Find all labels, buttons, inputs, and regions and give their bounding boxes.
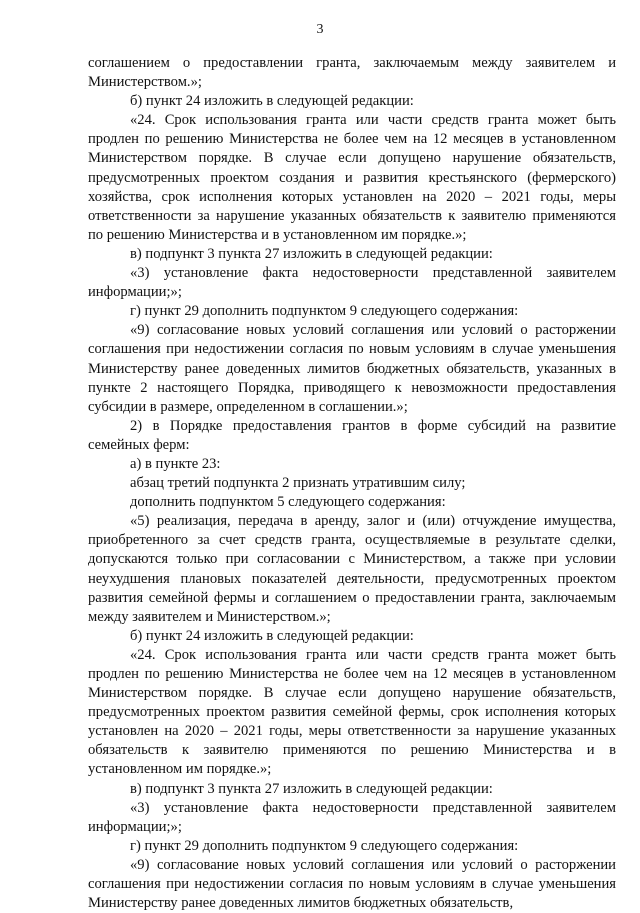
paragraph-item-v-27-second: в) подпункт 3 пункта 27 изложить в следующей редакции: xyxy=(130,780,493,797)
paragraph-item-a-23: а) в пункте 23: xyxy=(130,455,221,472)
document-body xyxy=(88,54,616,913)
paragraph-item-g-29: г) пункт 29 дополнить подпунктом 9 следующего содержания: xyxy=(130,303,519,320)
paragraph-quote-3: «3) установление факта недостоверности представленной заявителем информации;»; xyxy=(88,265,616,301)
paragraph-item-b-24-second: б) пункт 24 изложить в следующей редакции: xyxy=(130,627,414,644)
paragraph-add-sub-5: дополнить подпунктом 5 следующего содержания: xyxy=(130,494,446,511)
page-number: 3 xyxy=(316,22,324,37)
paragraph-continuation: соглашением о предоставлении гранта, заключаемым между заявителем и Министерством.»; xyxy=(88,55,616,91)
paragraph-quote-24-second: «24. Срок использования гранта или части средств гранта может быть продлен по решению Министерства не более чем на 12 месяцев в установленном Министерством порядке. В случае если допущено нарушение обязательств, предусмотренных проектом развития семейной фермы, срок исполнения которых установлен на 2020 – 2021 годы, меры ответственности за нарушение указанных обязательств к заявителю применяются по решению Министерства и в установленном им порядке.»; xyxy=(88,646,616,778)
paragraph-item-b-24: б) пункт 24 изложить в следующей редакции: xyxy=(130,93,414,110)
paragraph-section-2: 2) в Порядке предоставления грантов в форме субсидий на развитие семейных ферм: xyxy=(88,417,616,453)
paragraph-quote-9: «9) согласование новых условий соглашения или условий о расторжении соглашения при недостижении согласия по новым условиям в случае уменьшения Министерству ранее доведенных лимитов бюджетных обязательств, указанных в пункте 2 настоящего Порядка, приводящего к невозможности предоставления субсидии в размере, определенном в соглашении.»; xyxy=(88,322,616,415)
paragraph-item-v-27: в) подпункт 3 пункта 27 изложить в следующей редакции: xyxy=(130,245,493,262)
paragraph-abzac-3: абзац третий подпункта 2 признать утратившим силу; xyxy=(130,475,466,492)
paragraph-quote-5: «5) реализация, передача в аренду, залог и (или) отчуждение имущества, приобретенного за счет средств гранта, осуществляемые в результате сделки, допускаются только при согласовании с Министерством, а также при условии неухудшения плановых показателей деятельности, предусмотренных проектом развития семейной фермы и соглашением о предоставлении гранта, заключаемым между заявителем и Министерством.»; xyxy=(88,513,616,625)
paragraph-quote-9-second: «9) согласование новых условий соглашения или условий о расторжении соглашения при недостижении согласия по новым условиям в случае уменьшения Министерству ранее доведенных лимитов бюджетных обязательств, xyxy=(88,856,616,912)
paragraph-quote-3-second: «3) установление факта недостоверности представленной заявителем информации;»; xyxy=(88,799,616,835)
paragraph-quote-24: «24. Срок использования гранта или части средств гранта может быть продлен по решению Министерства не более чем на 12 месяцев в установленном Министерством порядке. В случае если допущено нарушение обязательств, предусмотренных проектом создания и развития крестьянского (фермерского) хозяйства, срок исполнения которых установлен на 2020 – 2021 годы, меры ответственности за нарушение указанных обязательств к заявителю применяются по решению Министерства и в установленном им порядке.»; xyxy=(88,112,616,243)
paragraph-item-g-29-second: г) пункт 29 дополнить подпунктом 9 следующего содержания: xyxy=(130,837,519,854)
